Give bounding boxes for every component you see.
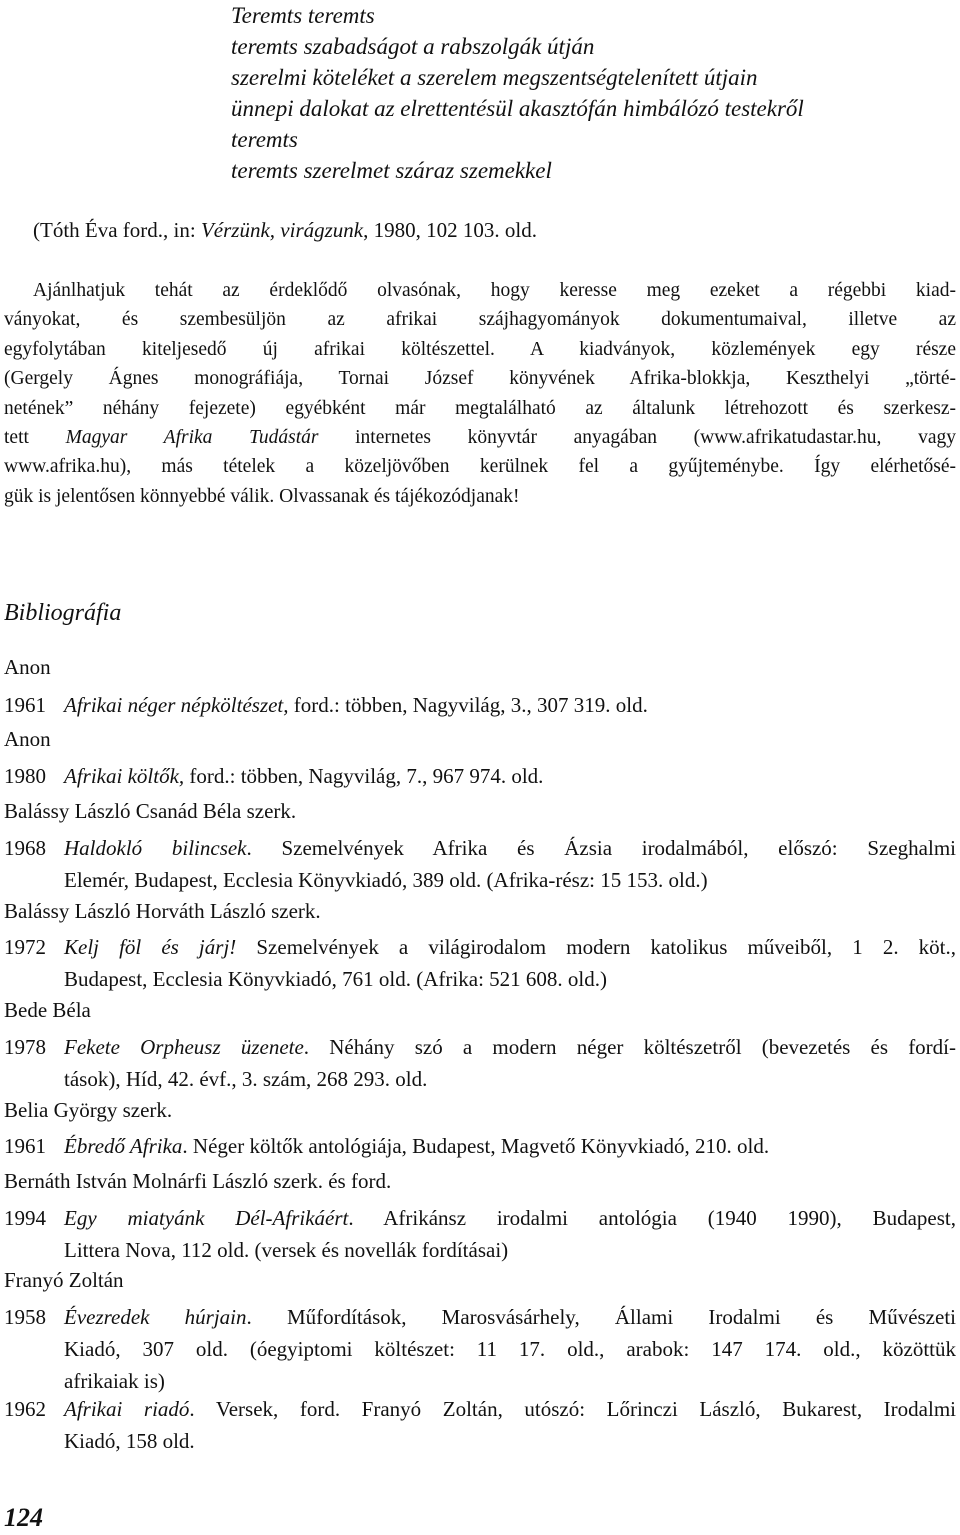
bib-details: ford.: többen, Nagyvilág, 3., 307 319. old. xyxy=(288,693,648,717)
bib-author: Anon xyxy=(4,727,51,751)
bib-author: Anon xyxy=(4,655,51,679)
bib-entry xyxy=(4,931,956,995)
bib-details: tások), Híd, 42. évf., 3. szám, 268 293. old. xyxy=(64,1067,428,1091)
bib-details: Szemelvények a világirodalom modern katolikus műveiből, 1 2. köt., xyxy=(236,935,956,959)
poem-line: Teremts teremts xyxy=(231,3,375,28)
bib-year: 1978 xyxy=(4,1035,46,1059)
bib-title: Afrikai riadó xyxy=(64,1397,190,1421)
poem-excerpt xyxy=(231,0,804,186)
bib-year: 1961 xyxy=(4,1134,46,1158)
bib-title: Évezredek húrjain xyxy=(64,1305,247,1329)
bib-author: Bede Béla xyxy=(4,998,91,1022)
bib-title: Egy miatyánk Dél-Afrikáért xyxy=(64,1206,349,1230)
bib-details: afrikaiak is) xyxy=(64,1369,165,1393)
bib-year: 1958 xyxy=(4,1305,46,1329)
bib-author: Bernáth István Molnárfi László szerk. és ford. xyxy=(4,1169,392,1193)
knowledge-base-title: Magyar Afrika Tudástár xyxy=(65,427,319,449)
bib-year: 1994 xyxy=(4,1206,46,1230)
bib-author: Belia György szerk. xyxy=(4,1098,173,1122)
bib-title: Afrikai költők, xyxy=(64,764,185,788)
poem-line: szerelmi köteléket a szerelem megszentségtelenített útjain xyxy=(231,65,758,90)
poem-line: teremts szabadságot a rabszolgák útján xyxy=(231,34,595,59)
paragraph-line: (Gergely Ágnes monográfiája, Tornai József könyvének Afrika-blokkja, Keszthelyi „törté- xyxy=(4,368,956,390)
bib-details: . Szemelvények Afrika és Ázsia irodalmából, előszó: Szeghalmi xyxy=(246,836,957,860)
bibliography-heading: Bibliográfia xyxy=(4,600,122,626)
bib-title: Afrikai néger népköltészet, xyxy=(64,693,289,717)
bib-title: Haldokló bilincsek xyxy=(64,836,247,860)
bib-details: Kiadó, 158 old. xyxy=(64,1429,195,1453)
bib-year: 1972 xyxy=(4,935,46,959)
paragraph-line: ványokat, és szembesüljön az afrikai szájhagyományok dokumentumaival, illetve az xyxy=(4,309,956,331)
source-title: Vérzünk, virágzunk xyxy=(200,218,364,242)
paragraph-line xyxy=(4,423,956,452)
bib-details: . Afrikánsz irodalmi antológia (1940 1990), Budapest, xyxy=(348,1206,956,1230)
paragraph-line: netének” néhány fejezete) egyébként már megtalálható az általunk létrehozott és szerkesz- xyxy=(4,397,956,419)
bib-entry xyxy=(4,1301,956,1397)
bib-entry xyxy=(4,1031,956,1095)
bib-details: Budapest, Ecclesia Könyvkiadó, 761 old. (Afrika: 521 608. old.) xyxy=(64,967,607,991)
bib-details: . Néhány szó a modern néger költészetről (bevezetés és fordí- xyxy=(303,1035,957,1059)
paragraph-line: Ajánlhatjuk tehát az érdeklődő olvasónak, hogy keresse meg ezeket a régebbi kiad- xyxy=(33,280,956,301)
bib-year: 1962 xyxy=(4,1397,46,1421)
paragraph-line: www.afrika.hu), más tételek a közeljövőben kerülnek fel a gyűjteménybe. Így elérhetősé- xyxy=(4,456,956,478)
bib-entry xyxy=(4,1202,956,1266)
page-number: 124 xyxy=(4,1503,43,1532)
body-paragraph xyxy=(4,276,956,511)
bib-year: 1968 xyxy=(4,836,46,860)
bib-details: Elemér, Budapest, Ecclesia Könyvkiadó, 389 old. (Afrika-rész: 15 153. old.) xyxy=(64,868,708,892)
paragraph-text: internetes könyvtár anyagában (www.afrikatudastar.hu, vagy xyxy=(318,427,956,449)
bib-author: Franyó Zoltán xyxy=(4,1268,124,1292)
bib-author: Balássy László Csanád Béla szerk. xyxy=(4,799,297,823)
poem-source xyxy=(33,218,537,243)
bib-details: Littera Nova, 112 old. (versek és novellák fordításai) xyxy=(64,1238,509,1262)
paragraph-line: egyfolytában kiteljesedő új afrikai költészettel. A kiadványok, közlemények egy része xyxy=(4,338,956,360)
bib-title: Kelj föl és járj! xyxy=(64,935,237,959)
poem-line: teremts szerelmet száraz szemekkel xyxy=(231,158,552,183)
bib-entry xyxy=(4,1393,956,1457)
bib-entry xyxy=(4,760,956,792)
poem-line: teremts xyxy=(231,127,298,152)
paragraph-line: gük is jelentősen könnyebbé válik. Olvassanak és tájékozódjanak! xyxy=(4,485,520,507)
bib-details: . Műfordítások, Marosvásárhely, Állami Irodalmi és Művészeti xyxy=(246,1305,956,1329)
poem-line: ünnepi dalokat az elrettentésül akasztófán himbálózó testekről xyxy=(231,96,804,121)
bib-title: Ébredő Afrika xyxy=(64,1134,183,1158)
bib-entry xyxy=(4,689,956,721)
bib-details: . Néger költők antológiája, Budapest, Magvető Könyvkiadó, 210. old. xyxy=(182,1134,770,1158)
bib-year: 1961 xyxy=(4,693,46,717)
bib-entry xyxy=(4,1130,956,1162)
bib-entry xyxy=(4,832,956,896)
bib-title: Fekete Orpheusz üzenete xyxy=(64,1035,304,1059)
bib-author: Balássy László Horváth László szerk. xyxy=(4,899,321,923)
paragraph-text: tett xyxy=(4,427,66,449)
bib-details: . Versek, ford. Franyó Zoltán, utószó: Lőrinczi László, Bukarest, Irodalmi xyxy=(189,1397,956,1421)
source-prefix: (Tóth Éva ford., in: xyxy=(33,218,201,242)
bib-year: 1980 xyxy=(4,764,46,788)
bib-details: Kiadó, 307 old. (óegyiptomi költészet: 11 17. old., arabok: 147 174. old., közöttük xyxy=(64,1337,956,1361)
source-suffix: , 1980, 102 103. old. xyxy=(363,218,537,242)
bib-details: ford.: többen, Nagyvilág, 7., 967 974. old. xyxy=(184,764,544,788)
